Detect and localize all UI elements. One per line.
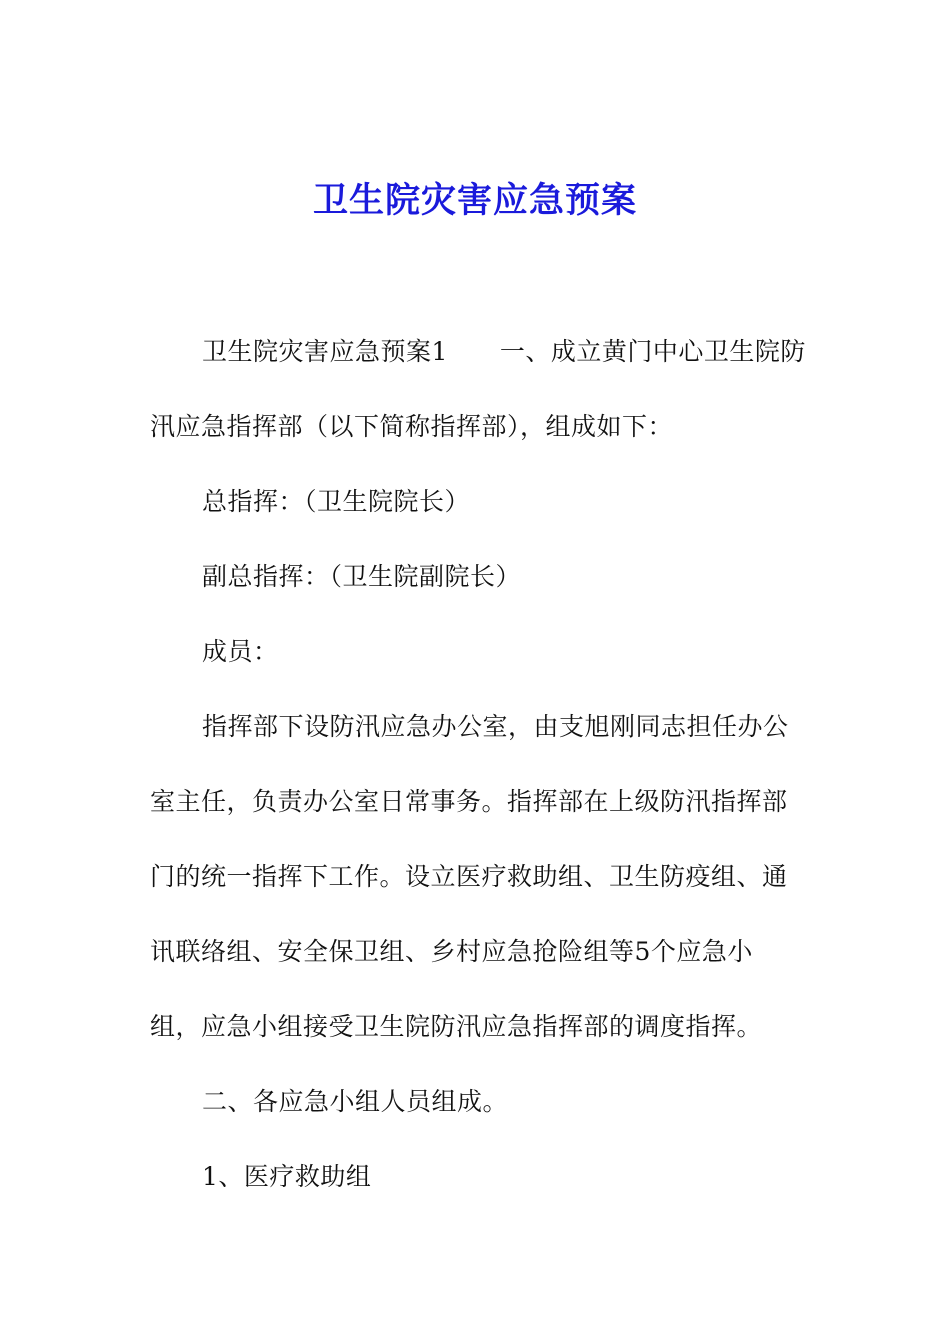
paragraph-line-10: 组，应急小组接受卫生院防汛应急指挥部的调度指挥。 <box>150 1012 763 1041</box>
deputy-commander-line: 副总指挥：（卫生院副院长） <box>202 562 522 591</box>
commander-line: 总指挥：（卫生院院长） <box>202 487 471 516</box>
section-two-heading: 二、各应急小组人员组成。 <box>202 1087 509 1116</box>
paragraph-line-7: 室主任，负责办公室日常事务。指挥部在上级防汛指挥部 <box>150 787 788 816</box>
paragraph-line-2: 汛应急指挥部（以下简称指挥部），组成如下： <box>150 412 674 441</box>
section-one-heading: 一、成立黄门中心卫生院防 <box>499 337 806 366</box>
paragraph-line-1 <box>202 334 806 370</box>
paragraph-line-9: 讯联络组、安全保卫组、乡村应急抢险组等5个应急小 <box>150 937 753 966</box>
paragraph-line-8: 门的统一指挥下工作。设立医疗救助组、卫生防疫组、通 <box>150 862 788 891</box>
paragraph-line-6: 指挥部下设防汛应急办公室，由支旭刚同志担任办公 <box>202 712 789 741</box>
plan-heading-number: 卫生院灾害应急预案1 <box>202 337 448 366</box>
subsection-heading: 1、医疗救助组 <box>202 1162 372 1191</box>
members-line: 成员： <box>202 637 279 666</box>
document-title: 卫生院灾害应急预案 <box>312 180 637 221</box>
